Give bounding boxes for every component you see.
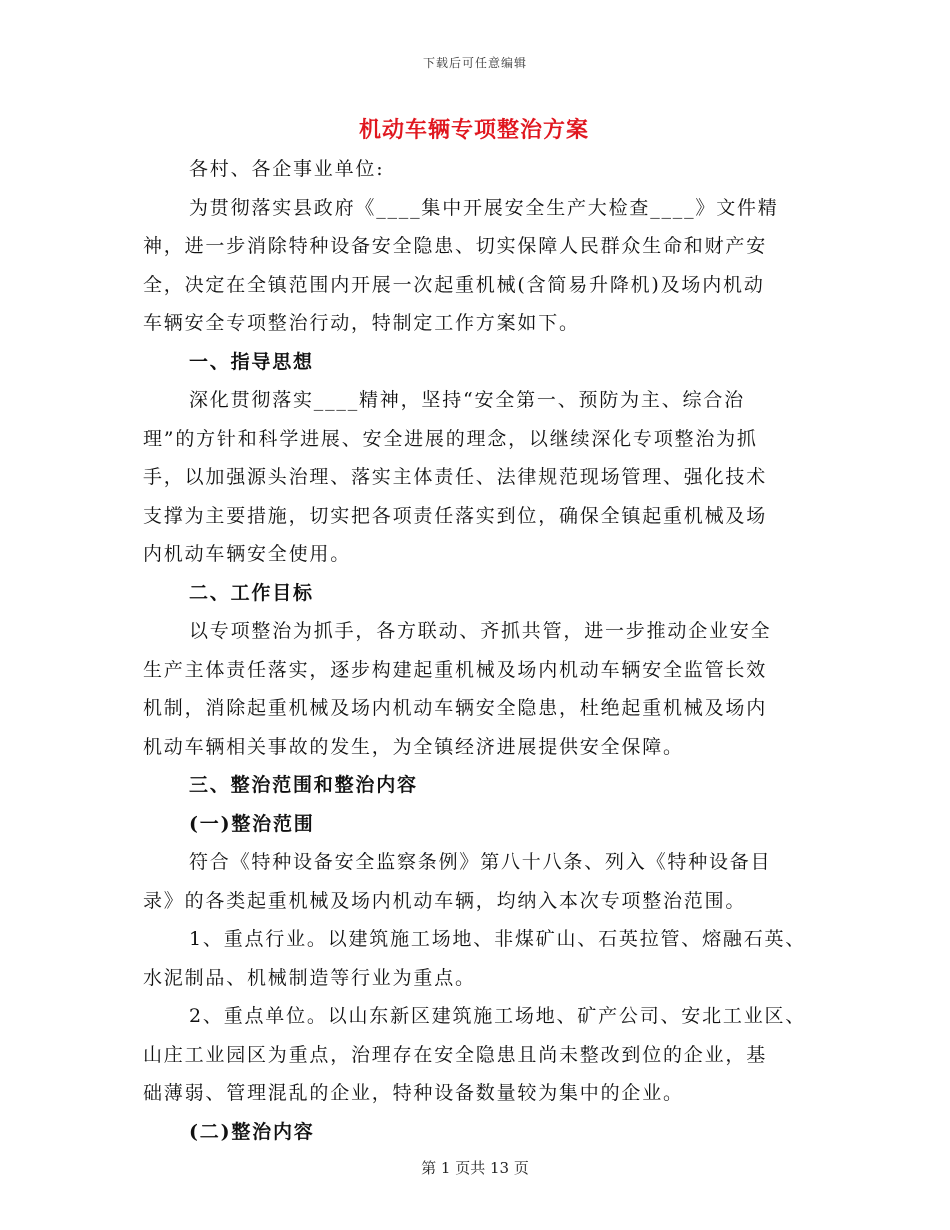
body-line: 机动车辆相关事故的发生，为全镇经济进展提供安全保障。 — [143, 735, 684, 758]
section-heading: 二、工作目标 — [189, 581, 314, 604]
body-line: 1、重点行业。以建筑施工场地、非煤矿山、石英拉管、熔融石英、 — [189, 928, 807, 950]
document-title: 机动车辆专项整治方案 — [358, 117, 589, 143]
body-line: 理”的方针和科学进展、安全进展的理念，以继续深化专项整治为抓 — [143, 427, 758, 450]
body-line: 车辆安全专项整治行动，特制定工作方案如下。 — [143, 312, 580, 334]
body-line: 为贯彻落实县政府《____集中开展安全生产大检查____》文件精 — [189, 196, 779, 219]
body-line: 全，决定在全镇范围内开展一次起重机械(含简易升降机)及场内机动 — [143, 273, 765, 296]
header-note: 下载后可任意编辑 — [422, 56, 527, 70]
body-line: 生产主体责任落实，逐步构建起重机械及场内机动车辆安全监管长效 — [143, 658, 768, 681]
body-line: 符合《特种设备安全监察条例》第八十八条、列入《特种设备目 — [189, 851, 772, 873]
section-heading: 三、整治范围和整治内容 — [189, 774, 418, 796]
body-line: 机制，消除起重机械及场内机动车辆安全隐患，杜绝起重机械及场内 — [143, 697, 768, 719]
body-line: 神，进一步消除特种设备安全隐患、切实保障人民群众生命和财产安 — [143, 235, 768, 257]
body-line: 以专项整治为抓手，各方联动、齐抓共管，进一步推动企业安全 — [189, 620, 772, 642]
body-line: 支撑为主要措施，切实把各项责任落实到位，确保全镇起重机械及场 — [143, 504, 768, 527]
subsection-heading: (一)整治范围 — [189, 812, 315, 835]
body-line: 深化贯彻落实____精神，坚持“安全第一、预防为主、综合治 — [189, 389, 745, 411]
document-body — [143, 150, 833, 1151]
body-line: 山庄工业园区为重点，治理存在安全隐患且尚未整改到位的企业，基 — [143, 1043, 768, 1066]
section-heading: 一、指导思想 — [189, 350, 314, 373]
subsection-heading: (二)整治内容 — [189, 1120, 315, 1143]
body-line: 2、重点单位。以山东新区建筑施工场地、矿产公司、安北工业区、 — [189, 1005, 807, 1027]
body-line: 各村、各企事业单位: — [189, 158, 385, 180]
page-footer: 第 1 页共 13 页 — [421, 1159, 529, 1177]
body-line: 内机动车辆安全使用。 — [143, 543, 352, 565]
body-line: 手，以加强源头治理、落实主体责任、法律规范现场管理、强化技术 — [143, 466, 768, 488]
body-line: 水泥制品、机械制造等行业为重点。 — [143, 966, 476, 989]
body-line: 录》的各类起重机械及场内机动车辆，均纳入本次专项整治范围。 — [143, 889, 747, 912]
body-line: 础薄弱、管理混乱的企业，特种设备数量较为集中的企业。 — [143, 1082, 684, 1104]
